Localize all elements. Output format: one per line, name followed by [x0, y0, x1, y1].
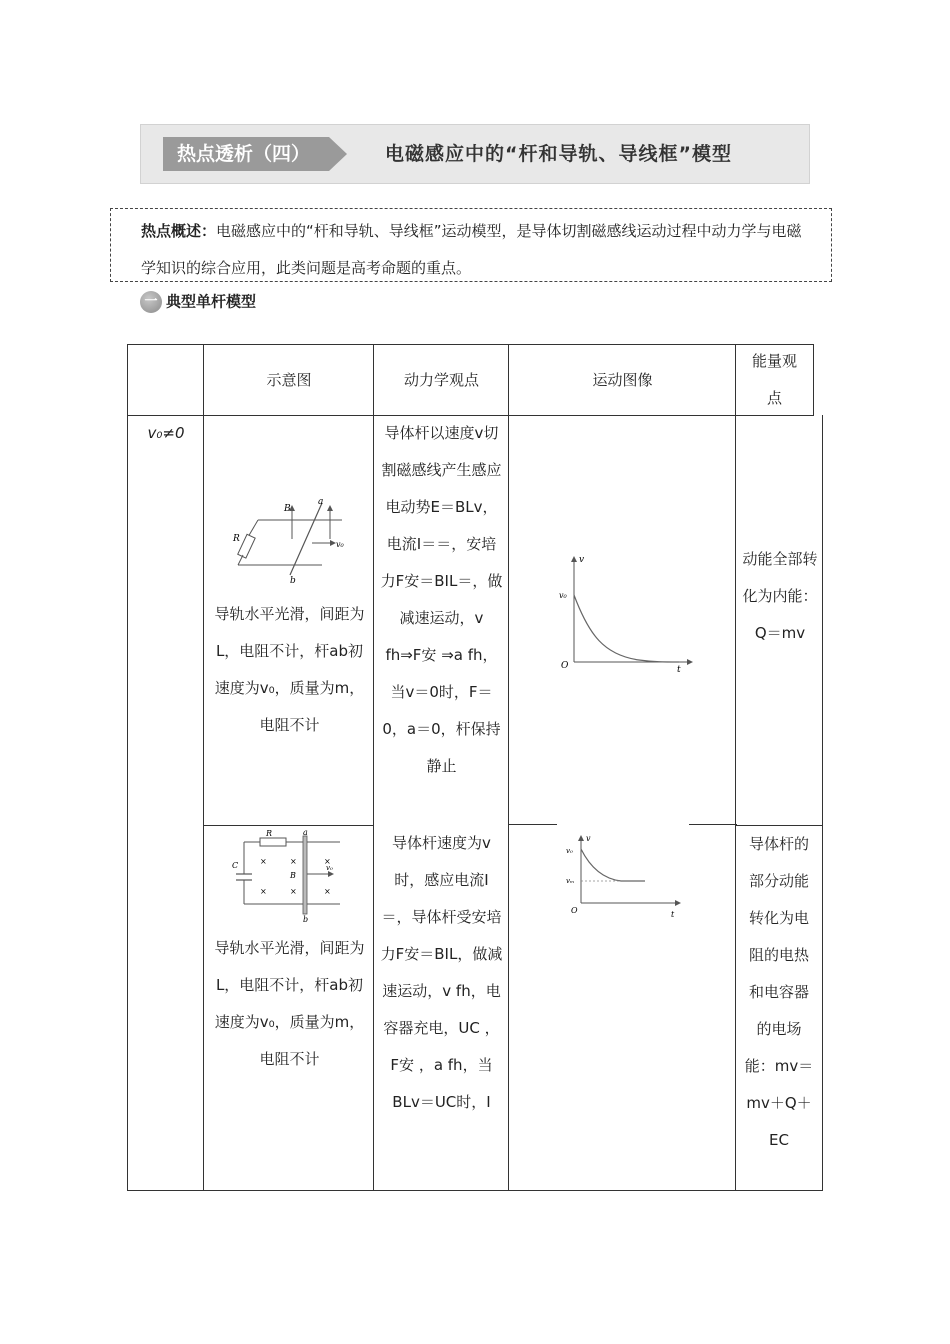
row2-field-mark: ×: [260, 887, 267, 896]
row2-origin-label: O: [571, 906, 578, 915]
row1-energy-text: 动能全部转化为内能：Q＝mv: [742, 550, 818, 642]
row2-field-mark: ×: [324, 887, 331, 896]
row1-diagram-cell: [203, 415, 374, 826]
section-title: 典型单杆模型: [166, 292, 257, 311]
row2-vm-label: vₘ: [566, 877, 575, 885]
row1-v0-label: v₀: [559, 591, 567, 600]
header-diagram: 示意图: [203, 344, 374, 416]
row2-graph-cell: [508, 825, 736, 1191]
row1-dynamics-cell: [373, 415, 509, 826]
header-dynamics: 动力学观点: [373, 344, 509, 416]
row2-label-c: C: [232, 861, 239, 870]
row2-diagram-description: 导轨水平光滑，间距为L，电阻不计，杆ab初速度为v₀，质量为m，电阻不计: [214, 939, 365, 1068]
row1-dynamics-text: 导体杆以速度v切割磁感线产生感应电动势E＝BLv，电流I＝＝，安培力F安＝BIL＝，做减速运动，v fh⇒F安 ⇒a fh，当v＝0时，F＝0，a＝0，杆保持静止: [380, 424, 503, 775]
row1-axis-v-label: v: [579, 555, 585, 565]
row2-field-mark: ×: [290, 857, 297, 866]
row2-capacitor-diagram: [230, 830, 350, 922]
row1-rail-diagram: [230, 495, 350, 585]
row2-label-b-field: B: [290, 871, 296, 880]
row1-label-b: b: [290, 576, 296, 585]
row1-axis-t-label: t: [677, 665, 681, 675]
row2-dynamics-cell: [373, 825, 509, 1191]
header-cell-empty: [127, 344, 204, 416]
row1-diagram-description: 导轨水平光滑，间距为L，电阻不计，杆ab初速度为v₀，质量为m，电阻不计: [214, 605, 365, 734]
row2-label-a: a: [303, 830, 308, 837]
row2-v0-label: v₀: [566, 847, 573, 855]
row2-label-r: R: [266, 830, 273, 838]
row2-field-mark: ×: [324, 857, 331, 866]
row1-graph-cell: [508, 415, 736, 826]
row2-axis-v-label: v: [586, 834, 591, 843]
title-banner: [140, 124, 810, 184]
condition-cell: v₀≠0: [127, 415, 204, 1191]
row2-label-b: b: [303, 915, 309, 922]
overview-text: 电磁感应中的“杆和导轨、导线框”运动模型，是导体切割磁感线运动过程中动力学与电磁学知识的综合应用，此类问题是高考命题的重点。: [141, 222, 802, 277]
row2-diagram-cell: [203, 825, 374, 1191]
row2-label-v0: v₀: [326, 864, 333, 872]
row2-energy-cell: [735, 825, 823, 1191]
section-badge: 一: [140, 291, 162, 313]
row2-velocity-graph: [559, 831, 689, 921]
banner-tag: 热点透析（四）: [163, 137, 329, 171]
row1-energy-cell: [735, 415, 823, 826]
header-motion-graph: 运动图像: [508, 344, 736, 416]
overview-label: 热点概述：: [141, 222, 217, 240]
row1-origin-label: O: [561, 661, 569, 671]
row2-energy-text: 导体杆的部分动能转化为电阻的电热和电容器的电场能：mv＝mv＋Q＋EC: [744, 835, 814, 1149]
row1-label-r: R: [233, 534, 240, 544]
section-heading: [140, 288, 256, 314]
row1-label-b-field: B: [284, 504, 291, 514]
row2-field-mark: ×: [260, 857, 267, 866]
overview-box: [110, 208, 832, 282]
row1-label-a: a: [318, 497, 324, 507]
row2-axis-t-label: t: [671, 910, 675, 919]
banner-title: 电磁感应中的“杆和导轨、导线框”模型: [385, 143, 732, 165]
row1-velocity-graph: [559, 550, 699, 675]
row2-dynamics-text: 导体杆速度为v时，感应电流I＝，导体杆受安培力F安＝BIL，做减速运动，v fh，电容器充电，UC ，F安 ，a fh，当BLv＝UC时，I: [380, 834, 503, 1111]
header-energy: 能量观点: [735, 344, 814, 416]
row2-field-mark: ×: [290, 887, 297, 896]
row1-label-v0: v₀: [336, 540, 344, 549]
